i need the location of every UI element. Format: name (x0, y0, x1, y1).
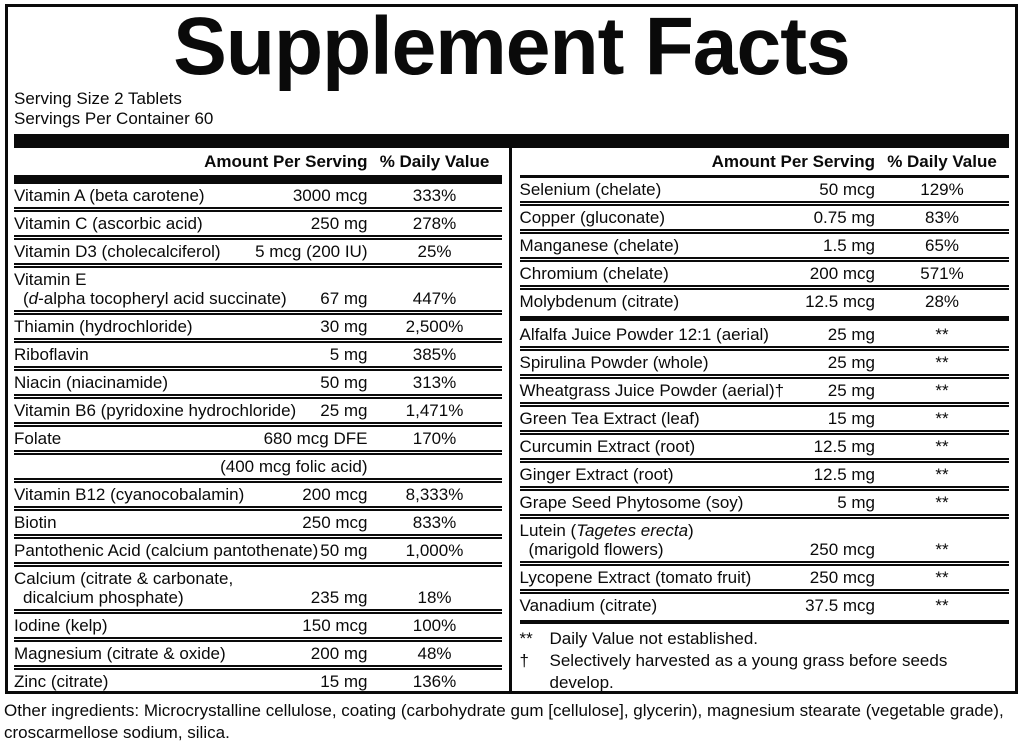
daily-value: ** (935, 324, 949, 344)
daily-value: 2,500% (405, 317, 464, 336)
amount-value: (400 mcg folic acid) (220, 457, 368, 476)
amount-value: 250 mcg (302, 513, 368, 532)
ingredient-name-line1: Calcium (citrate & carbonate, (14, 569, 234, 588)
amount-value: 150 mcg (302, 616, 368, 635)
daily-value: 170% (412, 429, 457, 448)
amount-value: 30 mg (320, 317, 368, 336)
amount-value: 25 mg (827, 352, 875, 372)
footnote-marker: ** (519, 629, 533, 649)
ingredient-name: Vitamin C (ascorbic acid) (14, 214, 203, 233)
table-row (14, 366, 502, 394)
ingredient-name: Iodine (kelp) (14, 616, 108, 635)
ingredient-name (14, 270, 320, 308)
table-row (520, 285, 1010, 313)
table-row (14, 562, 502, 609)
daily-value: 313% (412, 373, 457, 392)
supplement-facts-label (5, 4, 1018, 694)
table-row (520, 346, 1010, 374)
amount-value: 0.75 mg (813, 208, 875, 228)
ingredient-name: Niacin (niacinamide) (14, 373, 169, 392)
ingredient-name: Folate (14, 429, 62, 448)
daily-value: ** (935, 567, 949, 587)
daily-value: ** (935, 352, 949, 372)
footnote-wheatgrass (520, 650, 1010, 694)
table-row (14, 609, 502, 637)
amount-value: 680 mcg DFE (263, 429, 368, 448)
amount-value: 1.5 mg (823, 236, 875, 256)
serving-size: Serving Size 2 Tablets (14, 89, 182, 108)
ingredient-name (14, 569, 311, 607)
table-row (520, 201, 1010, 229)
minerals-group (520, 178, 1010, 313)
ingredient-name: Magnesium (citrate & oxide) (14, 644, 226, 663)
table-row (14, 665, 502, 693)
table-row (14, 207, 502, 235)
left-rows-group (14, 184, 502, 693)
left-column-header (14, 148, 502, 175)
daily-value: 100% (412, 616, 457, 635)
daily-value: 136% (412, 672, 457, 691)
daily-value: 8,333% (405, 485, 464, 504)
name-fragment: ( (23, 289, 29, 308)
amount-value: 250 mcg (809, 539, 875, 559)
ingredient-name-line2 (14, 289, 287, 308)
daily-value: 1,471% (405, 401, 464, 420)
amount-value: 50 mg (320, 541, 368, 560)
amount-value: 200 mcg (809, 264, 875, 284)
amount-value: 50 mg (320, 373, 368, 392)
daily-value: 333% (412, 186, 457, 205)
amount-value: 25 mg (827, 380, 875, 400)
ingredient-name: Copper (gluconate) (519, 208, 666, 228)
daily-value-header: % Daily Value (379, 152, 490, 171)
amount-value: 25 mg (827, 324, 875, 344)
daily-value: 65% (924, 236, 960, 256)
amount-value: 200 mcg (302, 485, 368, 504)
amount-value: 250 mcg (809, 567, 875, 587)
daily-value: 447% (412, 289, 457, 308)
ingredient-name: Grape Seed Phytosome (soy) (519, 492, 744, 512)
footnote-text: Daily Value not established. (549, 629, 759, 649)
ingredient-name: Vitamin B12 (cyanocobalamin) (14, 485, 245, 504)
divider-bar-botanicals (520, 316, 1010, 320)
daily-value: 278% (412, 214, 457, 233)
table-row (520, 229, 1010, 257)
ingredient-name: Zinc (citrate) (14, 672, 109, 691)
label-title: Supplement Facts (173, 4, 850, 92)
ingredient-name: Vitamin A (beta carotene) (14, 186, 205, 205)
daily-value: 129% (920, 180, 964, 200)
right-column (512, 148, 1010, 694)
daily-value: ** (935, 539, 949, 559)
daily-value: 83% (924, 208, 960, 228)
amount-per-serving-header: Amount Per Serving (204, 152, 368, 171)
amount-value: 3000 mcg (292, 186, 368, 205)
ingredient-name: Biotin (14, 513, 57, 532)
ingredient-name: Thiamin (hydrochloride) (14, 317, 193, 336)
table-row (14, 263, 502, 310)
ingredient-name-line1: Vitamin E (14, 270, 87, 289)
table-row (520, 486, 1010, 514)
right-column-header (520, 148, 1010, 175)
daily-value: 1,000% (405, 541, 464, 560)
ingredient-name: Riboflavin (14, 345, 89, 364)
table-row (520, 323, 1010, 346)
amount-value: 67 mg (320, 289, 368, 308)
divider-bar-left-header (14, 175, 502, 184)
table-row (520, 257, 1010, 285)
ingredient-name: Alfalfa Juice Powder 12:1 (aerial) (519, 324, 769, 344)
ingredient-name: Manganese (chelate) (519, 236, 680, 256)
name-fragment-italic: Tagetes erecta (576, 520, 689, 540)
ingredient-name: Lycopene Extract (tomato fruit) (519, 567, 752, 587)
daily-value: 833% (412, 513, 457, 532)
divider-bar-top (14, 134, 1009, 148)
name-fragment: -alpha tocopheryl acid succinate) (38, 289, 287, 308)
table-row (520, 374, 1010, 402)
ingredient-name: Spirulina Powder (whole) (519, 352, 709, 372)
amount-value: 12.5 mg (813, 436, 875, 456)
daily-value: 571% (920, 264, 964, 284)
name-fragment: Lutein ( (519, 520, 577, 540)
daily-value: ** (935, 408, 949, 428)
divider-bar-footnotes (520, 620, 1010, 624)
footnote-daily-value (520, 628, 1010, 650)
ingredient-name: Ginger Extract (root) (519, 464, 674, 484)
ingredient-name: Wheatgrass Juice Powder (aerial)† (519, 380, 785, 400)
daily-value: 28% (924, 292, 960, 312)
footnote-text: Selectively harvested as a young grass before seeds develop. (549, 651, 948, 693)
daily-value: 385% (412, 345, 457, 364)
table-row (14, 450, 502, 478)
table-row (14, 338, 502, 366)
table-row (14, 235, 502, 263)
daily-value: ** (935, 464, 949, 484)
other-ingredients: Other ingredients: Microcrystalline cellulose, coating (carbohydrate gum [cellulose], glycerin), magnesium stearate (vegetable grade), croscarmellose sodium, silica. (4, 701, 1004, 742)
footnote-marker: † (519, 651, 529, 671)
amount-per-serving-header: Amount Per Serving (711, 152, 875, 171)
table-row (14, 394, 502, 422)
amount-value: 50 mcg (819, 180, 875, 200)
table-row (14, 506, 502, 534)
amount-value: 15 mg (827, 408, 875, 428)
left-column (14, 148, 512, 694)
amount-value: 5 mg (329, 345, 368, 364)
ingredient-name: Pantothenic Acid (calcium pantothenate) (14, 541, 319, 560)
daily-value: ** (935, 595, 949, 615)
facts-columns (14, 148, 1009, 694)
footnotes (520, 626, 1010, 694)
name-fragment-italic: d (28, 289, 39, 308)
table-row (14, 534, 502, 562)
table-row (520, 514, 1010, 561)
ingredient-name-line2: dicalcium phosphate) (23, 588, 184, 607)
table-row (14, 422, 502, 450)
table-row (520, 458, 1010, 486)
table-row (520, 589, 1010, 617)
daily-value-header: % Daily Value (887, 152, 997, 171)
botanicals-group (520, 323, 1010, 617)
ingredient-name: Vanadium (citrate) (519, 595, 658, 615)
daily-value: 25% (417, 242, 452, 261)
daily-value: 18% (417, 588, 452, 607)
ingredient-name: Chromium (chelate) (519, 264, 669, 284)
ingredient-name-line2: (marigold flowers) (528, 539, 664, 559)
table-row (520, 402, 1010, 430)
ingredient-name: Curcumin Extract (root) (519, 436, 696, 456)
amount-value: 250 mg (310, 214, 368, 233)
daily-value: ** (935, 380, 949, 400)
daily-value: ** (935, 436, 949, 456)
amount-value: 12.5 mcg (805, 292, 875, 312)
daily-value: 48% (417, 644, 452, 663)
ingredient-name: Molybdenum (citrate) (519, 292, 680, 312)
amount-value: 15 mg (320, 672, 368, 691)
table-row (14, 637, 502, 665)
ingredient-name: Vitamin D3 (cholecalciferol) (14, 242, 221, 261)
amount-value: 5 mcg (200 IU) (255, 242, 368, 261)
name-fragment: ) (688, 520, 694, 540)
amount-value: 37.5 mcg (805, 595, 875, 615)
amount-value: 12.5 mg (813, 464, 875, 484)
table-row (520, 178, 1010, 201)
amount-value: 5 mg (837, 492, 875, 512)
amount-value: 200 mg (310, 644, 368, 663)
table-row (14, 310, 502, 338)
ingredient-name: Green Tea Extract (leaf) (519, 408, 700, 428)
table-row (14, 478, 502, 506)
daily-value: ** (935, 492, 949, 512)
amount-value: 235 mg (310, 588, 368, 607)
table-row (14, 184, 502, 207)
ingredient-name: Selenium (chelate) (519, 180, 662, 200)
servings-per-container: Servings Per Container 60 (14, 109, 214, 128)
ingredient-name: Vitamin B6 (pyridoxine hydrochloride) (14, 401, 297, 420)
table-row (520, 430, 1010, 458)
ingredient-name (520, 521, 810, 559)
amount-value: 25 mg (320, 401, 368, 420)
ingredient-name-line1 (520, 521, 694, 540)
table-row (520, 561, 1010, 589)
